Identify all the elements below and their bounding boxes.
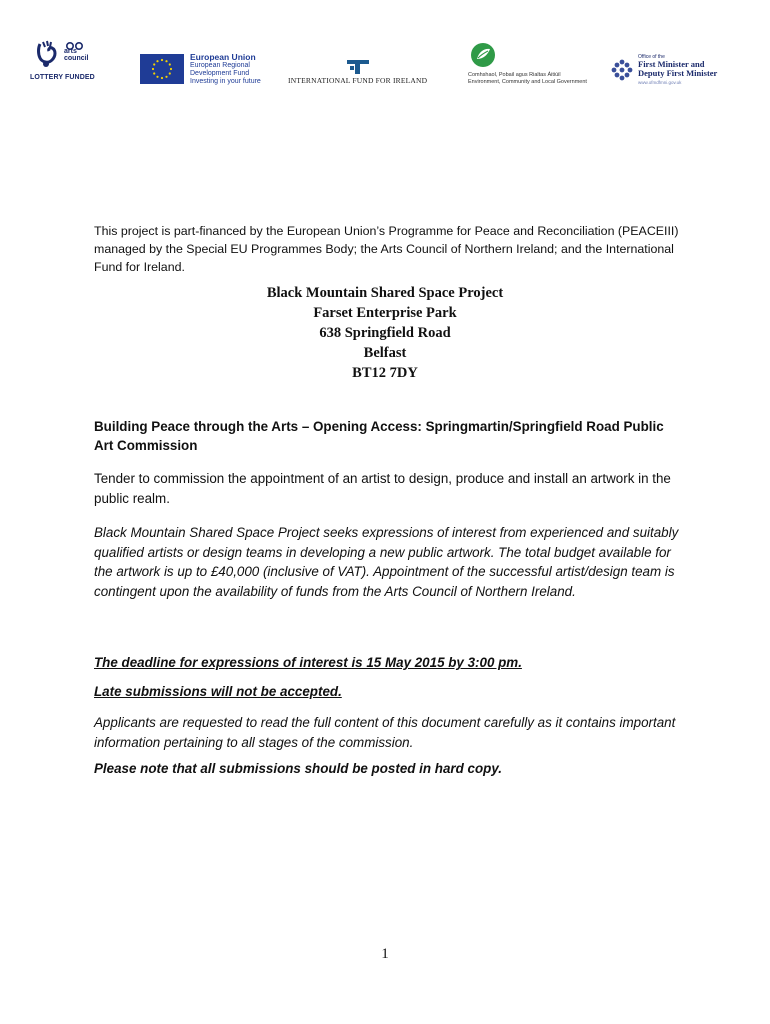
- lottery-hand-icon: [34, 40, 58, 70]
- address-line: 638 Springfield Road: [319, 325, 451, 341]
- eu-star-icon: [161, 77, 163, 79]
- eu-star-icon: [152, 68, 154, 70]
- eu-flag-icon: [140, 54, 184, 84]
- eu-star-icon: [165, 60, 167, 62]
- eu-title: European Union: [190, 52, 256, 62]
- eu-line: European Regional: [190, 62, 250, 69]
- late-submission-notice: Late submissions will not be accepted.: [94, 684, 342, 699]
- ofmdfm-main-line: First Minister and: [638, 59, 705, 69]
- address-line: Farset Enterprise Park: [313, 305, 457, 321]
- ifi-emblem-icon: [344, 58, 372, 76]
- eu-star-icon: [169, 72, 171, 74]
- eu-star-icon: [161, 59, 163, 61]
- eu-star-icon: [156, 76, 158, 78]
- doe-line: Comhshaol, Pobail agus Rialtas Áitiúil: [468, 72, 561, 78]
- international-fund-for-ireland-logo: [288, 58, 438, 88]
- environment-leaf-icon: [470, 42, 496, 68]
- doe-line: Environment, Community and Local Government: [468, 79, 587, 85]
- eu-star-icon: [170, 68, 172, 70]
- commission-heading: Building Peace through the Arts – Opening Access: Springmartin/Springfield Road Public Art Commission: [94, 419, 664, 453]
- ofmdfm-crest-icon: [610, 58, 634, 82]
- eu-star-icon: [165, 76, 167, 78]
- ifi-text: INTERNATIONAL FUND FOR IRELAND: [288, 76, 428, 85]
- ofmdfm-logo: [610, 54, 730, 88]
- page-number: 1: [381, 946, 389, 962]
- applicants-paragraph: Applicants are requested to read the full content of this document carefully as it contains important information pertaining to all stages of the commission.: [94, 715, 676, 750]
- address-block: [0, 283, 770, 383]
- hard-copy-notice: Please note that all submissions should be posted in hard copy.: [94, 761, 502, 776]
- lottery-funded-text: LOTTERY FUNDED: [30, 74, 95, 81]
- address-line: Belfast: [363, 345, 407, 361]
- funding-statement: This project is part-financed by the European Union’s Programme for Peace and Reconciliation (PEACEIII) managed by the Special EU Programmes Body; the Arts Council of Northern Ireland; and the International Fund for Ireland.: [94, 224, 679, 274]
- ofmdfm-main-line: Deputy First Minister: [638, 68, 718, 78]
- eu-star-icon: [153, 63, 155, 65]
- european-union-logo: [140, 52, 290, 86]
- eu-star-icon: [156, 60, 158, 62]
- ofmdfm-web-text: www.ofmdfmni.gov.uk: [638, 80, 682, 85]
- tender-paragraph: Tender to commission the appointment of an artist to design, produce and install an artwork in the public realm.: [94, 471, 671, 506]
- logo-header: [0, 0, 770, 100]
- environment-department-logo: [468, 42, 588, 88]
- eu-line: Development Fund: [190, 70, 250, 77]
- eu-star-icon: [169, 63, 171, 65]
- eu-star-icon: [153, 72, 155, 74]
- arts-council-text: arts council: [64, 48, 89, 62]
- lottery-arts-council-logo: [30, 40, 95, 86]
- deadline-notice: The deadline for expressions of interest is 15 May 2015 by 3:00 pm.: [94, 655, 522, 670]
- address-line: Black Mountain Shared Space Project: [266, 285, 504, 301]
- description-paragraph: Black Mountain Shared Space Project seeks expressions of interest from experienced and suitably qualified artists or design teams in developing a new public artwork. The total budget available for the artwork is up to £40,000 (inclusive of VAT). Appointment of the successful artist/design team is contingent upon the availability of funds from the Arts Council of Northern Ireland.: [94, 525, 679, 599]
- eu-line: Investing in your future: [190, 78, 261, 85]
- address-line: BT12 7DY: [352, 365, 418, 381]
- ofmdfm-small-text: Office of the: [638, 54, 665, 60]
